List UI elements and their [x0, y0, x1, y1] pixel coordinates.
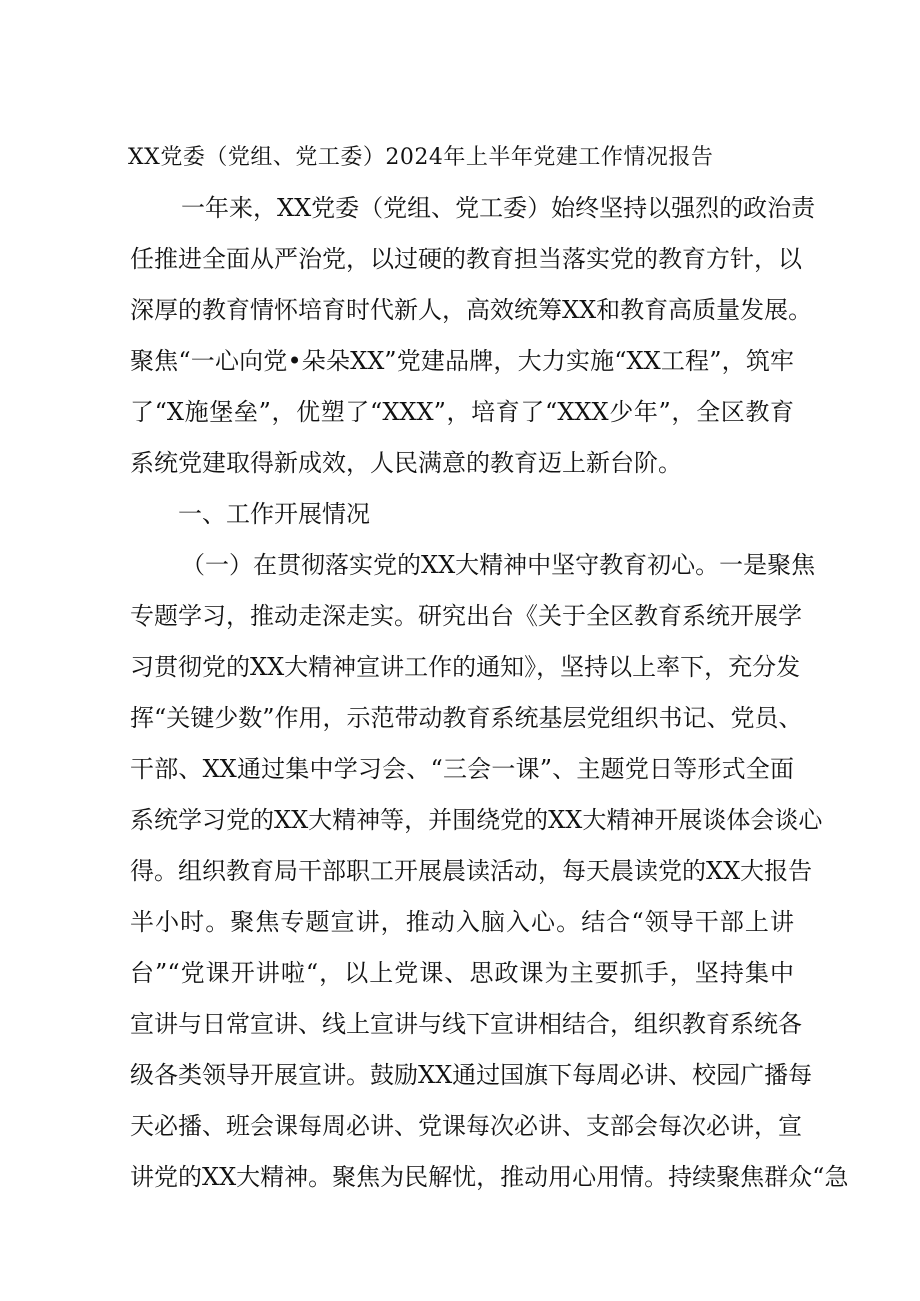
paragraph-line: 系统党建取得新成效，人民满意的教育迈上新台阶。	[130, 449, 682, 477]
paragraph-line: （一）在贯彻落实党的XX大精神中坚守教育初心。一是聚焦	[181, 551, 816, 579]
document-title: XX党委（党组、党工委）2024年上半年党建工作情况报告	[128, 145, 714, 170]
paragraph-line: 得。组织教育局干部职工开展晨读活动，每天晨读党的XX大报告	[130, 857, 813, 885]
paragraph-line: 聚焦“一心向党•朵朵XX”党建品牌，大力实施“XX工程”，筑牢	[130, 347, 794, 375]
paragraph-line: 任推进全面从严治党，以过硬的教育担当落实党的教育方针，以	[130, 245, 802, 273]
paragraph-line: 挥“关键少数”作用，示范带动教育系统基层党组织书记、党员、	[130, 704, 803, 732]
paragraph-line: 级各类领导开展宣讲。鼓励XX通过国旗下每周必讲、校园广播每	[130, 1061, 813, 1089]
paragraph-line: 习贯彻党的XX大精神宣讲工作的通知》，坚持以上率下，充分发	[130, 653, 801, 681]
paragraph-line: 天必播、班会课每周必讲、党课每次必讲、支部会每次必讲，宣	[130, 1112, 802, 1140]
paragraph-line: 了“X施堡垒”，优塑了“XXX”，培育了“XXX少年”，全区教育	[130, 398, 794, 426]
paragraph-line: 干部、XX通过集中学习会、“三会一课”、主题党日等形式全面	[130, 755, 794, 783]
paragraph-line: 一年来，XX党委（党组、党工委）始终坚持以强烈的政治责	[181, 194, 816, 222]
paragraph-line: 专题学习，推动走深走实。研究出台《关于全区教育系统开展学	[130, 602, 802, 630]
section-heading: 一、工作开展情况	[178, 500, 370, 528]
paragraph-line: 台”“党课开讲啦“，以上党课、思政课为主要抓手，坚持集中	[130, 959, 794, 987]
paragraph-line: 宣讲与日常宣讲、线上宣讲与线下宣讲相结合，组织教育系统各	[130, 1010, 802, 1038]
paragraph-line: 系统学习党的XX大精神等，并围绕党的XX大精神开展谈体会谈心	[130, 806, 823, 834]
paragraph-line: 讲党的XX大精神。聚焦为民解忧，推动用心用情。持续聚焦群众“急	[130, 1163, 849, 1191]
paragraph-line: 深厚的教育情怀培育时代新人，高效统筹XX和教育高质量发展。	[130, 296, 813, 324]
paragraph-line: 半小时。聚焦专题宣讲，推动入脑入心。结合“领导干部上讲	[130, 908, 794, 936]
